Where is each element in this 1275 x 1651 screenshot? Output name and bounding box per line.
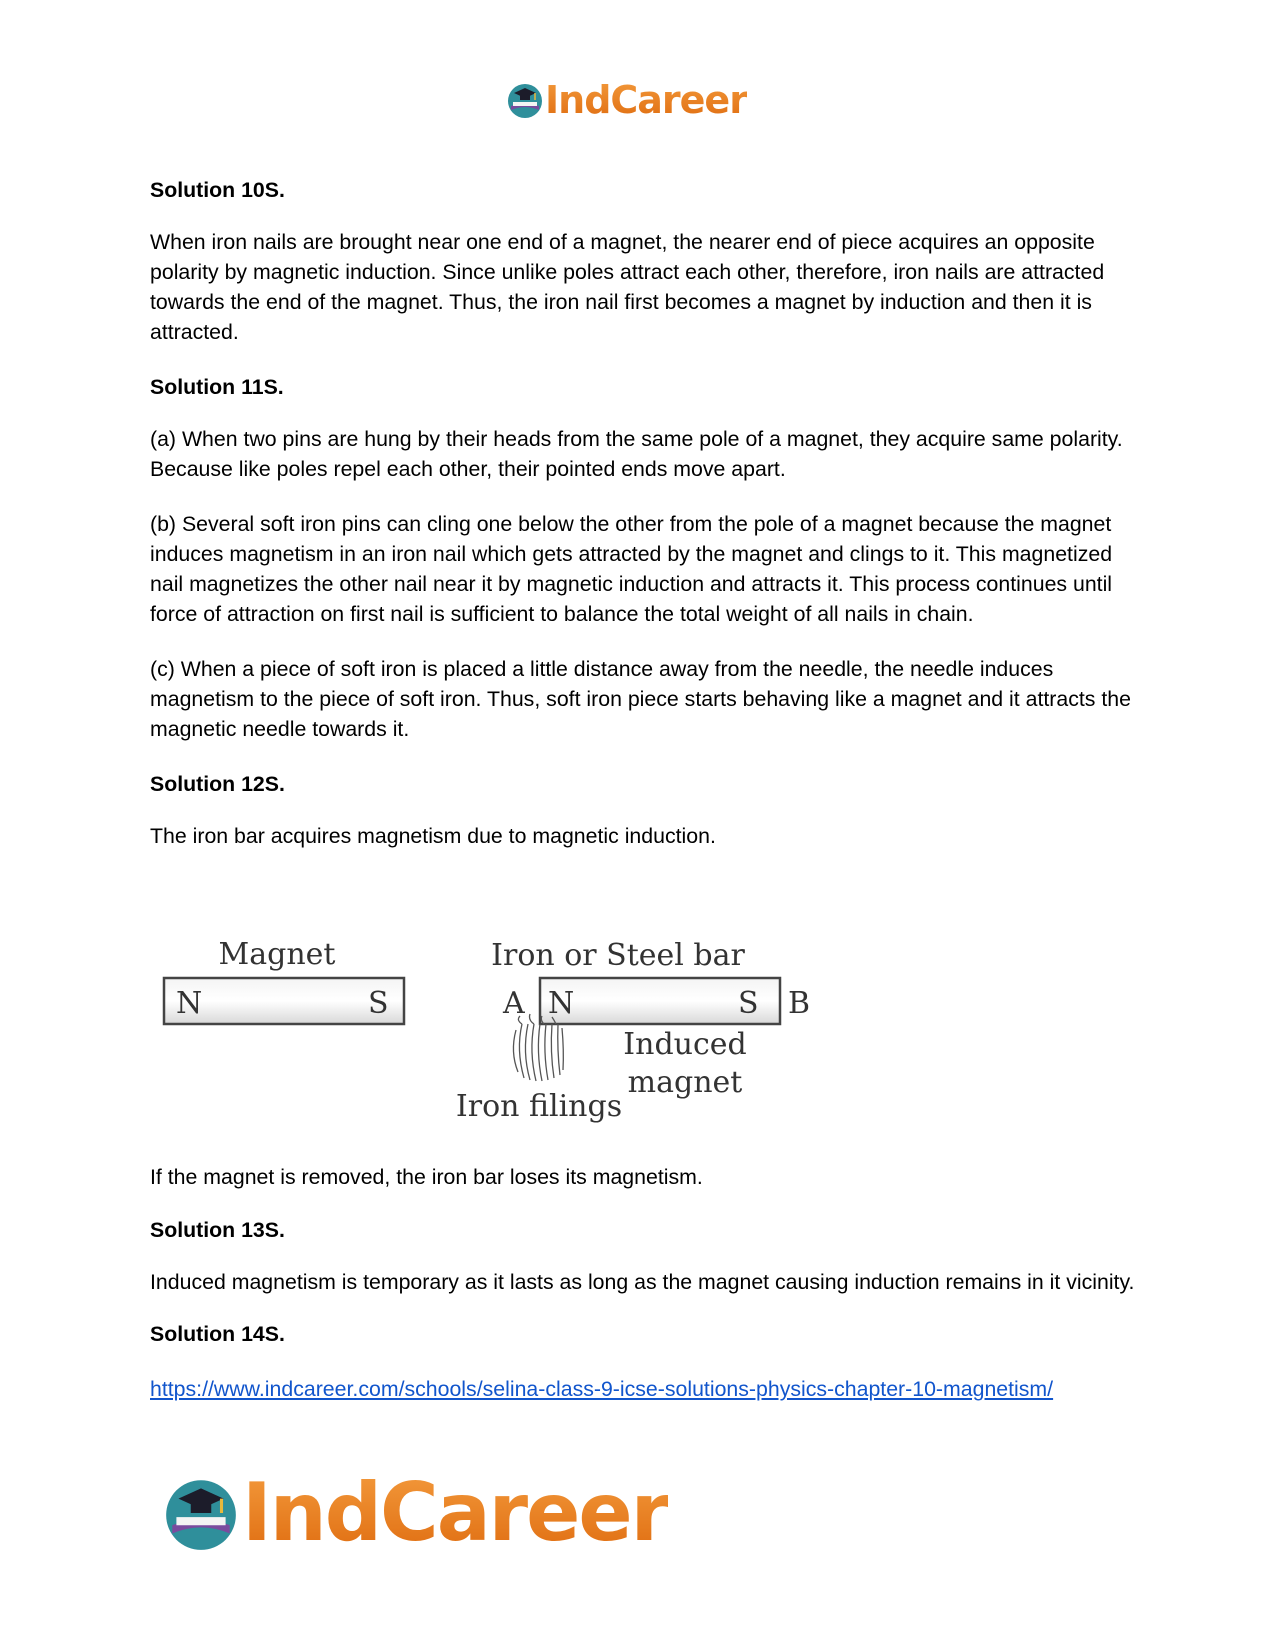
document-body [150, 175, 1135, 876]
header-logo [505, 78, 747, 122]
solution-paragraph: The iron bar acquires magnetism due to magnetic induction. [150, 824, 716, 848]
iron-bar-label: Iron or Steel bar [491, 938, 745, 973]
solution-paragraph: When iron nails are brought near one end of a magnet, the nearer end of piece acquires an opposite polarity by magnetic induction. Since unlike poles attract each other, therefore, iron nails are attracted towards the end of the magnet. Thus, the iron nail first becomes a magnet by induction and then it is attracted. [150, 230, 1105, 344]
footer-link-wrapper [150, 1374, 1135, 1404]
brand-name: IndCareer [545, 78, 747, 122]
source-url-link[interactable]: https://www.indcareer.com/schools/selina-class-9-icse-solutions-physics-chapter-10-magnetism/ [150, 1377, 1054, 1401]
solution-paragraph: (b) Several soft iron pins can cling one below the other from the pole of a magnet because the magnet induces magnetism in an iron nail which gets attracted by the magnet and clings to it. This magnetized nail magnetizes the other nail near it by magnetic induction and attracts it. This process continues until force of attraction on first nail is sufficient to balance the total weight of all nails in chain. [150, 512, 1113, 626]
solution-11 [150, 372, 1135, 744]
magnet-north-label: N [176, 986, 203, 1021]
graduation-book-icon [160, 1472, 242, 1554]
graduation-book-icon [505, 80, 545, 120]
solution-paragraph: (a) When two pins are hung by their heads from the same pole of a magnet, they acquire same polarity. Because like poles repel each other, their pointed ends move apart. [150, 427, 1123, 481]
solution-heading: Solution 10S. [150, 178, 285, 202]
solution-paragraph: Induced magnetism is temporary as it lasts as long as the magnet causing induction remains in it vicinity. [150, 1270, 1135, 1294]
solution-heading: Solution 11S. [150, 375, 284, 399]
induced-label-line2: magnet [627, 1065, 743, 1100]
footer-logo [160, 1468, 668, 1558]
solution-heading: Solution 14S. [150, 1322, 285, 1346]
iron-bar-north-label: N [548, 986, 575, 1021]
brand-name: IndCareer [242, 1466, 669, 1559]
magnetic-induction-diagram [150, 920, 870, 1130]
solution-heading: Solution 13S. [150, 1218, 285, 1242]
solution-paragraph: (c) When a piece of soft iron is placed a little distance away from the needle, the needle induces magnetism to the piece of soft iron. Thus, soft iron piece starts behaving like a magnet and it attracts the magnetic needle towards it. [150, 657, 1131, 741]
iron-filings-label: Iron filings [455, 1089, 623, 1124]
magnet-south-label: S [368, 986, 389, 1021]
iron-bar-south-label: S [738, 986, 759, 1021]
document-body-continued [150, 1162, 1135, 1404]
end-b-label: B [788, 986, 811, 1021]
solution-paragraph: If the magnet is removed, the iron bar loses its magnetism. [150, 1165, 703, 1189]
iron-filings-icon [513, 1014, 563, 1081]
solution-heading: Solution 12S. [150, 772, 285, 796]
induced-label-line1: Induced [623, 1027, 747, 1062]
solution-10 [150, 175, 1135, 347]
solution-12 [150, 769, 1135, 851]
end-a-label: A [503, 986, 525, 1021]
magnet-label: Magnet [218, 937, 336, 972]
